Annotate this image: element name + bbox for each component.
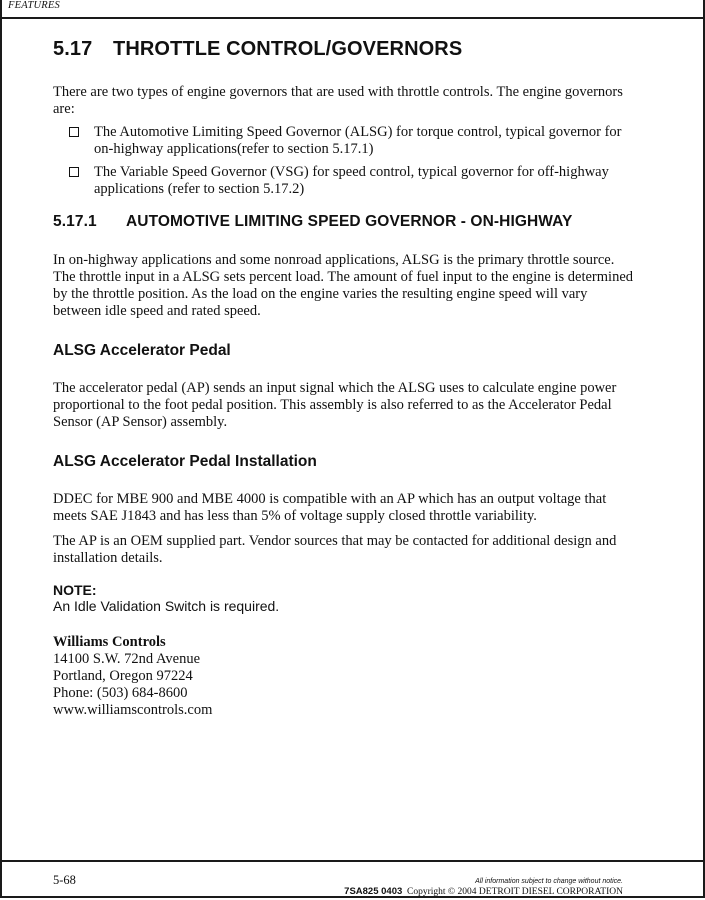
note-text: An Idle Validation Switch is required. [53, 598, 280, 614]
note-label: NOTE: [53, 582, 97, 598]
document-code: 7SA825 0403 [344, 886, 403, 897]
vendor-website: www.williamscontrols.com [53, 702, 213, 718]
subsection-number: 5.17.1 [53, 213, 97, 230]
pedal-heading: ALSG Accelerator Pedal [53, 342, 231, 359]
vendor-street: 14100 S.W. 72nd Avenue [53, 651, 201, 667]
copyright-text: Copyright © 2004 DETROIT DIESEL CORPORATION [407, 887, 623, 897]
checkbox-bullet-icon [69, 127, 79, 137]
section-title: THROTTLE CONTROL/GOVERNORS [113, 38, 463, 60]
section-heading [53, 38, 633, 61]
installation-paragraph-2: The AP is an OEM supplied part. Vendor sources that may be contacted for additional design and installation details. [53, 533, 617, 566]
page-content [53, 38, 633, 719]
intro-paragraph: There are two types of engine governors that are used with throttle controls. The engine governors are: [53, 84, 623, 117]
subsection-title: AUTOMOTIVE LIMITING SPEED GOVERNOR - ON-HIGHWAY [126, 213, 573, 230]
footer-notice: All information subject to change without notice. [475, 878, 623, 885]
list-item [53, 164, 633, 198]
subsection-heading [53, 213, 633, 231]
pedal-paragraph: The accelerator pedal (AP) sends an input signal which the ALSG uses to calculate engine power proportional to the foot pedal position. This assembly is also referred to as the Accelerator Pedal Sensor (AP Sensor) assembly. [53, 380, 617, 430]
section-number: 5.17 [53, 38, 93, 60]
list-item [53, 124, 633, 158]
vendor-address [53, 634, 633, 719]
installation-heading: ALSG Accelerator Pedal Installation [53, 453, 317, 470]
vendor-name: Williams Controls [53, 634, 166, 650]
running-header: FEATURES [8, 0, 60, 11]
list-item-text: The Automotive Limiting Speed Governor (ALSG) for torque control, typical governor for on-highway applications(refer to section 5.17.1) [94, 124, 622, 157]
header-rule [0, 17, 705, 19]
vendor-city: Portland, Oregon 97224 [53, 668, 193, 684]
checkbox-bullet-icon [69, 167, 79, 177]
alsg-paragraph: In on-highway applications and some nonroad applications, ALSG is the primary throttle source. The throttle input in a ALSG sets percent load. The amount of fuel input to the engine is determined by the throttle position. As the load on the engine varies the resulting engine speed will vary between idle speed and rated speed. [53, 252, 633, 319]
vendor-phone: Phone: (503) 684-8600 [53, 685, 188, 701]
governor-list [53, 124, 633, 198]
installation-paragraph-1: DDEC for MBE 900 and MBE 4000 is compatible with an AP which has an output voltage that meets SAE J1843 and has less than 5% of voltage supply closed throttle variability. [53, 491, 607, 524]
page-number: 5-68 [53, 873, 76, 887]
footer-rule [0, 860, 705, 862]
footer-copyright-line [344, 886, 623, 897]
list-item-text: The Variable Speed Governor (VSG) for speed control, typical governor for off-highway applications (refer to section 5.17.2) [94, 164, 609, 197]
